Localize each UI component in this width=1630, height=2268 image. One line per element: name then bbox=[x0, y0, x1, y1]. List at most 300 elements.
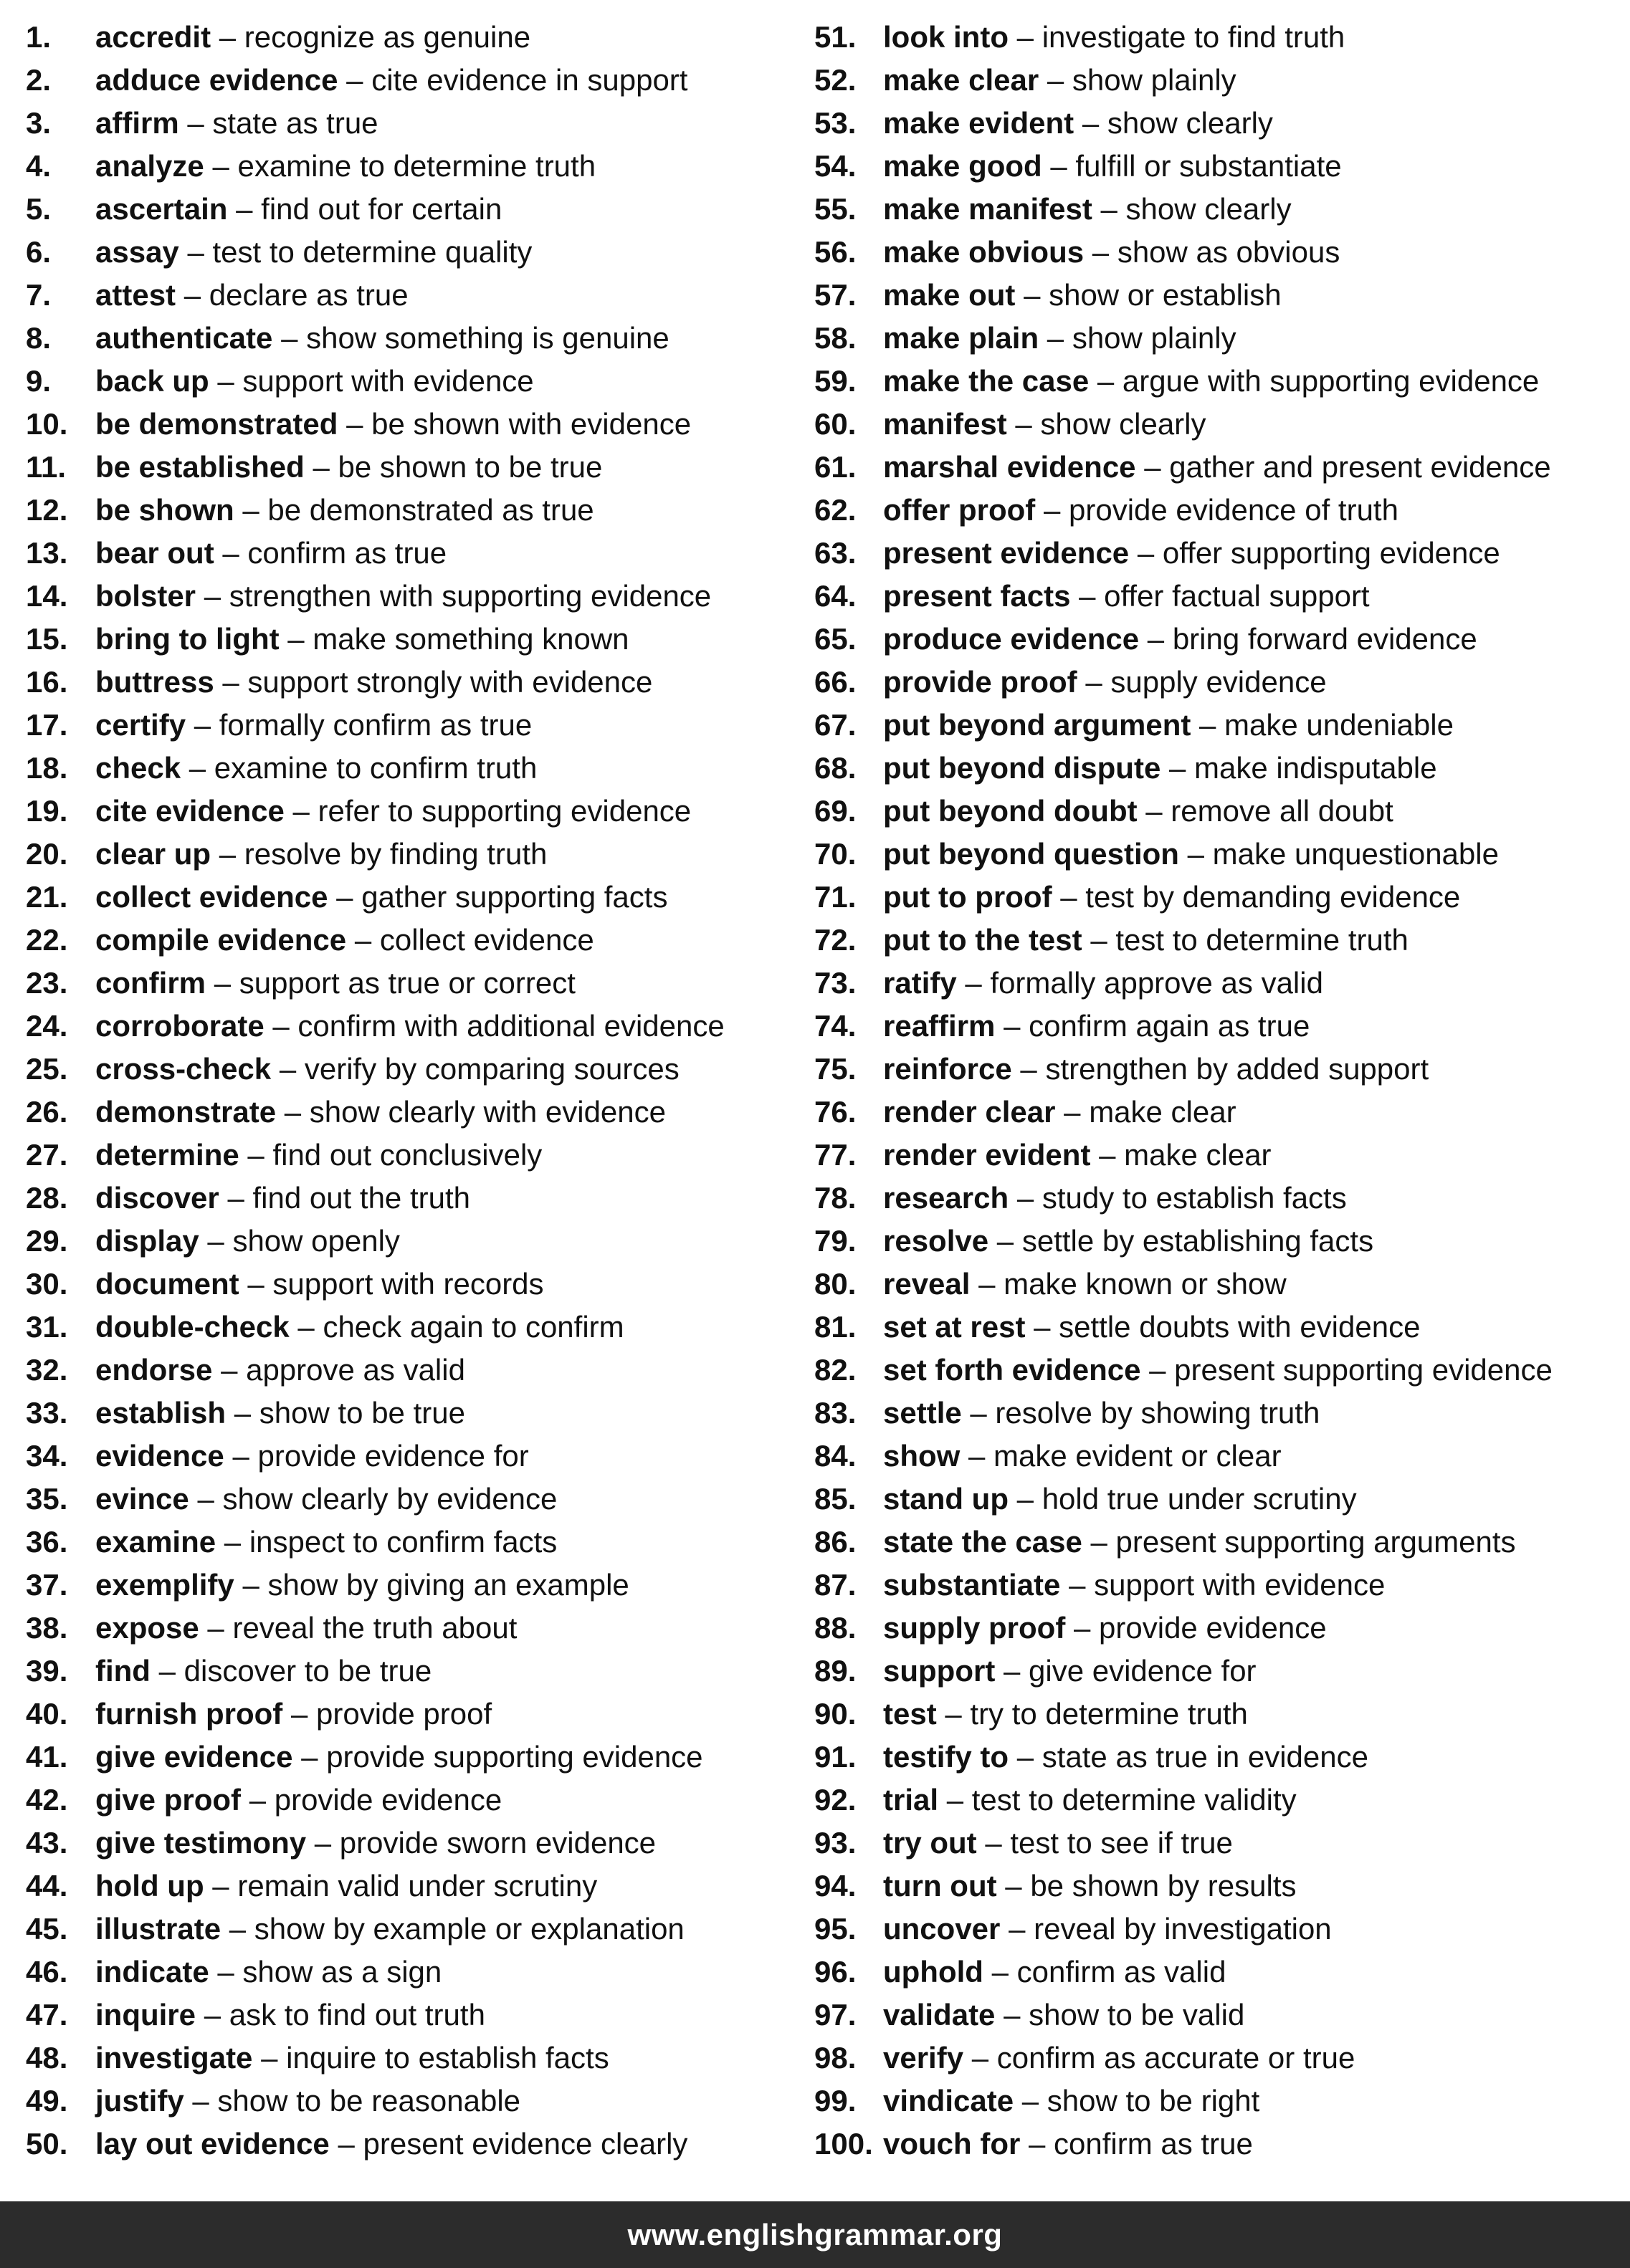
item-word: present evidence bbox=[883, 536, 1130, 570]
item-definition: make evident or clear bbox=[993, 1439, 1282, 1473]
list-item bbox=[814, 446, 1617, 489]
item-separator: – bbox=[234, 1396, 252, 1430]
item-word: exemplify bbox=[95, 1568, 234, 1602]
item-number: 84. bbox=[814, 1439, 857, 1473]
item-number: 100. bbox=[814, 2127, 873, 2161]
item-definition: remain valid under scrutiny bbox=[237, 1869, 598, 1903]
list-item bbox=[26, 1607, 807, 1650]
item-word: provide proof bbox=[883, 665, 1077, 699]
item-separator: – bbox=[1003, 1654, 1021, 1688]
item-word: support bbox=[883, 1654, 996, 1688]
item-number: 66. bbox=[814, 665, 857, 699]
item-number: 78. bbox=[814, 1181, 857, 1215]
item-number: 18. bbox=[26, 751, 68, 785]
item-separator: – bbox=[1021, 2084, 1039, 2118]
item-number: 77. bbox=[814, 1138, 857, 1172]
item-definition: show by example or explanation bbox=[254, 1912, 685, 1946]
item-definition: provide evidence of truth bbox=[1069, 493, 1398, 527]
item-number: 40. bbox=[26, 1697, 68, 1731]
item-separator: – bbox=[227, 1181, 244, 1215]
item-number: 94. bbox=[814, 1869, 857, 1903]
item-separator: – bbox=[338, 2127, 355, 2161]
item-word: uncover bbox=[883, 1912, 1001, 1946]
item-separator: – bbox=[1082, 106, 1100, 140]
item-separator: – bbox=[1020, 1052, 1037, 1086]
item-word: justify bbox=[95, 2084, 184, 2118]
item-definition: support with records bbox=[272, 1267, 544, 1301]
item-word: cite evidence bbox=[95, 794, 285, 828]
item-separator: – bbox=[221, 1353, 238, 1387]
item-word: confirm bbox=[95, 966, 206, 1000]
item-definition: test by demanding evidence bbox=[1085, 880, 1461, 914]
list-item bbox=[26, 274, 807, 317]
item-definition: test to determine validity bbox=[971, 1783, 1297, 1817]
word-list-column-right bbox=[814, 16, 1617, 2166]
item-definition: confirm as true bbox=[247, 536, 447, 570]
item-definition: present evidence clearly bbox=[363, 2127, 688, 2161]
item-word: demonstrate bbox=[95, 1095, 277, 1129]
item-word: validate bbox=[883, 1998, 996, 2032]
list-item bbox=[814, 1994, 1617, 2037]
item-number: 38. bbox=[26, 1611, 68, 1645]
item-separator: – bbox=[1009, 1912, 1026, 1946]
item-word: put beyond argument bbox=[883, 708, 1191, 742]
list-item bbox=[26, 1865, 807, 1908]
list-item bbox=[814, 1220, 1617, 1263]
item-definition: support with evidence bbox=[242, 364, 534, 398]
item-separator: – bbox=[1015, 407, 1032, 441]
item-separator: – bbox=[968, 1439, 986, 1473]
item-number: 45. bbox=[26, 1912, 68, 1946]
item-definition: settle doubts with evidence bbox=[1059, 1310, 1421, 1344]
item-word: present facts bbox=[883, 579, 1071, 613]
item-definition: bring forward evidence bbox=[1172, 622, 1477, 656]
list-item bbox=[814, 1736, 1617, 1779]
item-definition: fulfill or substantiate bbox=[1075, 149, 1342, 183]
item-word: hold up bbox=[95, 1869, 204, 1903]
item-word: authenticate bbox=[95, 321, 273, 355]
item-definition: resolve by showing truth bbox=[995, 1396, 1320, 1430]
item-number: 41. bbox=[26, 1740, 68, 1774]
list-item bbox=[814, 747, 1617, 790]
item-number: 96. bbox=[814, 1955, 857, 1989]
list-item bbox=[814, 1607, 1617, 1650]
item-definition: make known or show bbox=[1004, 1267, 1287, 1301]
item-word: inquire bbox=[95, 1998, 196, 2032]
item-word: research bbox=[883, 1181, 1009, 1215]
item-separator: – bbox=[1069, 1568, 1086, 1602]
item-separator: – bbox=[1050, 149, 1067, 183]
list-item bbox=[814, 1091, 1617, 1134]
list-item bbox=[814, 1134, 1617, 1177]
item-separator: – bbox=[194, 708, 211, 742]
list-item bbox=[26, 661, 807, 704]
item-definition: strengthen with supporting evidence bbox=[229, 579, 712, 613]
item-separator: – bbox=[229, 1912, 247, 1946]
item-definition: show to be true bbox=[259, 1396, 465, 1430]
item-separator: – bbox=[1168, 751, 1186, 785]
item-word: marshal evidence bbox=[883, 450, 1136, 484]
list-item bbox=[814, 1951, 1617, 1994]
item-number: 98. bbox=[814, 2041, 857, 2075]
item-word: buttress bbox=[95, 665, 214, 699]
item-separator: – bbox=[978, 1267, 996, 1301]
item-number: 10. bbox=[26, 407, 68, 441]
item-word: make obvious bbox=[883, 235, 1085, 269]
item-definition: be shown to be true bbox=[338, 450, 603, 484]
item-separator: – bbox=[314, 1826, 332, 1860]
list-item bbox=[26, 1091, 807, 1134]
item-definition: verify by comparing sources bbox=[304, 1052, 680, 1086]
list-item bbox=[26, 1951, 807, 1994]
item-word: turn out bbox=[883, 1869, 997, 1903]
list-item bbox=[26, 704, 807, 747]
list-item bbox=[814, 532, 1617, 575]
item-word: test bbox=[883, 1697, 937, 1731]
item-word: investigate bbox=[95, 2041, 253, 2075]
item-number: 42. bbox=[26, 1783, 68, 1817]
item-separator: – bbox=[1047, 63, 1064, 97]
item-separator: – bbox=[261, 2041, 278, 2075]
item-definition: hold true under scrutiny bbox=[1042, 1482, 1357, 1516]
item-definition: confirm with additional evidence bbox=[297, 1009, 725, 1043]
list-item bbox=[814, 2080, 1617, 2123]
list-item bbox=[814, 1693, 1617, 1736]
item-separator: – bbox=[1090, 923, 1107, 957]
item-definition: inquire to establish facts bbox=[286, 2041, 609, 2075]
item-word: supply proof bbox=[883, 1611, 1066, 1645]
item-number: 33. bbox=[26, 1396, 68, 1430]
item-word: expose bbox=[95, 1611, 199, 1645]
list-item bbox=[814, 274, 1617, 317]
item-definition: recognize as genuine bbox=[244, 20, 531, 54]
item-separator: – bbox=[1004, 1998, 1021, 2032]
list-item bbox=[814, 2037, 1617, 2080]
item-number: 75. bbox=[814, 1052, 857, 1086]
list-item bbox=[814, 1521, 1617, 1564]
list-item bbox=[26, 1908, 807, 1951]
item-number: 50. bbox=[26, 2127, 68, 2161]
item-definition: make something known bbox=[313, 622, 629, 656]
item-word: corroborate bbox=[95, 1009, 264, 1043]
item-separator: – bbox=[1090, 1525, 1107, 1559]
item-number: 79. bbox=[814, 1224, 857, 1258]
item-separator: – bbox=[189, 751, 206, 785]
item-word: resolve bbox=[883, 1224, 989, 1258]
list-item bbox=[26, 618, 807, 661]
item-separator: – bbox=[965, 966, 982, 1000]
list-item bbox=[814, 1263, 1617, 1306]
item-number: 25. bbox=[26, 1052, 68, 1086]
item-word: make clear bbox=[883, 63, 1039, 97]
item-separator: – bbox=[284, 1095, 302, 1129]
list-item bbox=[26, 790, 807, 833]
list-item bbox=[26, 1349, 807, 1392]
item-definition: test to determine truth bbox=[1115, 923, 1409, 957]
item-definition: offer factual support bbox=[1104, 579, 1370, 613]
item-separator: – bbox=[1149, 1353, 1166, 1387]
list-item bbox=[26, 1134, 807, 1177]
item-number: 49. bbox=[26, 2084, 68, 2118]
list-item bbox=[26, 575, 807, 618]
item-number: 39. bbox=[26, 1654, 68, 1688]
item-number: 48. bbox=[26, 2041, 68, 2075]
item-word: find bbox=[95, 1654, 151, 1688]
item-number: 31. bbox=[26, 1310, 68, 1344]
list-item bbox=[26, 317, 807, 360]
item-word: offer proof bbox=[883, 493, 1036, 527]
item-definition: show plainly bbox=[1072, 321, 1236, 355]
item-definition: refer to supporting evidence bbox=[318, 794, 692, 828]
item-word: reaffirm bbox=[883, 1009, 996, 1043]
item-word: make plain bbox=[883, 321, 1039, 355]
item-definition: check again to confirm bbox=[323, 1310, 624, 1344]
item-number: 30. bbox=[26, 1267, 68, 1301]
item-word: bring to light bbox=[95, 622, 280, 656]
item-number: 2. bbox=[26, 63, 52, 97]
item-definition: show to be reasonable bbox=[217, 2084, 521, 2118]
item-number: 76. bbox=[814, 1095, 857, 1129]
item-word: ratify bbox=[883, 966, 957, 1000]
item-number: 71. bbox=[814, 880, 857, 914]
item-separator: – bbox=[249, 1783, 267, 1817]
item-word: double-check bbox=[95, 1310, 290, 1344]
item-number: 15. bbox=[26, 622, 68, 656]
item-word: analyze bbox=[95, 149, 204, 183]
item-number: 37. bbox=[26, 1568, 68, 1602]
item-separator: – bbox=[1016, 1181, 1034, 1215]
item-definition: show by giving an example bbox=[267, 1568, 629, 1602]
item-definition: supply evidence bbox=[1110, 665, 1327, 699]
item-definition: present supporting arguments bbox=[1115, 1525, 1516, 1559]
item-separator: – bbox=[1047, 321, 1064, 355]
item-separator: – bbox=[945, 1697, 962, 1731]
item-word: state the case bbox=[883, 1525, 1082, 1559]
item-word: check bbox=[95, 751, 181, 785]
item-word: indicate bbox=[95, 1955, 209, 1989]
footer-bar bbox=[0, 2201, 1630, 2268]
item-word: certify bbox=[95, 708, 186, 742]
item-word: try out bbox=[883, 1826, 977, 1860]
item-definition: state as true in evidence bbox=[1042, 1740, 1368, 1774]
list-item bbox=[814, 1349, 1617, 1392]
item-number: 36. bbox=[26, 1525, 68, 1559]
list-item bbox=[26, 1650, 807, 1693]
item-number: 54. bbox=[814, 149, 857, 183]
item-word: render evident bbox=[883, 1138, 1091, 1172]
item-word: show bbox=[883, 1439, 961, 1473]
item-word: document bbox=[95, 1267, 239, 1301]
item-number: 70. bbox=[814, 837, 857, 871]
item-word: assay bbox=[95, 235, 179, 269]
item-separator: – bbox=[346, 407, 363, 441]
item-definition: inspect to confirm facts bbox=[249, 1525, 558, 1559]
list-item bbox=[26, 1779, 807, 1822]
item-number: 56. bbox=[814, 235, 857, 269]
item-separator: – bbox=[1099, 1138, 1116, 1172]
list-item bbox=[814, 1779, 1617, 1822]
item-separator: – bbox=[292, 794, 310, 828]
item-word: give evidence bbox=[95, 1740, 293, 1774]
list-item bbox=[26, 16, 807, 59]
item-word: give proof bbox=[95, 1783, 242, 1817]
item-word: furnish proof bbox=[95, 1697, 283, 1731]
item-separator: – bbox=[217, 1955, 234, 1989]
item-word: look into bbox=[883, 20, 1009, 54]
item-separator: – bbox=[290, 1697, 308, 1731]
list-item bbox=[26, 102, 807, 145]
item-number: 58. bbox=[814, 321, 857, 355]
list-item bbox=[814, 1435, 1617, 1478]
item-word: back up bbox=[95, 364, 209, 398]
item-definition: make indisputable bbox=[1194, 751, 1437, 785]
item-word: verify bbox=[883, 2041, 964, 2075]
item-separator: – bbox=[242, 1568, 259, 1602]
item-number: 64. bbox=[814, 579, 857, 613]
list-item bbox=[26, 1521, 807, 1564]
item-definition: give evidence for bbox=[1029, 1654, 1257, 1688]
item-separator: – bbox=[1064, 1095, 1081, 1129]
list-item bbox=[26, 1435, 807, 1478]
item-word: endorse bbox=[95, 1353, 213, 1387]
item-number: 67. bbox=[814, 708, 857, 742]
item-word: discover bbox=[95, 1181, 219, 1215]
item-number: 16. bbox=[26, 665, 68, 699]
item-number: 13. bbox=[26, 536, 68, 570]
item-number: 82. bbox=[814, 1353, 857, 1387]
item-separator: – bbox=[287, 622, 305, 656]
item-word: compile evidence bbox=[95, 923, 347, 957]
item-number: 72. bbox=[814, 923, 857, 957]
item-definition: confirm as true bbox=[1054, 2127, 1253, 2161]
item-definition: show to be right bbox=[1047, 2084, 1260, 2118]
item-separator: – bbox=[184, 278, 201, 312]
list-item bbox=[26, 1736, 807, 1779]
item-separator: – bbox=[1016, 1740, 1034, 1774]
item-definition: test to see if true bbox=[1010, 1826, 1233, 1860]
list-item bbox=[26, 145, 807, 188]
item-number: 27. bbox=[26, 1138, 68, 1172]
item-number: 24. bbox=[26, 1009, 68, 1043]
item-number: 28. bbox=[26, 1181, 68, 1215]
item-word: stand up bbox=[883, 1482, 1009, 1516]
list-item bbox=[26, 1822, 807, 1865]
list-item bbox=[26, 1263, 807, 1306]
item-number: 57. bbox=[814, 278, 857, 312]
item-separator: – bbox=[1100, 192, 1117, 226]
item-number: 46. bbox=[26, 1955, 68, 1989]
item-word: reveal bbox=[883, 1267, 971, 1301]
list-item bbox=[814, 919, 1617, 962]
item-number: 88. bbox=[814, 1611, 857, 1645]
item-separator: – bbox=[971, 2041, 989, 2075]
item-separator: – bbox=[222, 536, 239, 570]
item-separator: – bbox=[1079, 579, 1096, 613]
item-definition: show clearly bbox=[1125, 192, 1292, 226]
list-item bbox=[814, 188, 1617, 231]
word-list-column-left bbox=[26, 16, 807, 2166]
list-item bbox=[26, 1392, 807, 1435]
list-item bbox=[814, 618, 1617, 661]
list-item bbox=[814, 2123, 1617, 2166]
item-definition: offer supporting evidence bbox=[1162, 536, 1500, 570]
list-item bbox=[26, 188, 807, 231]
item-definition: find out the truth bbox=[252, 1181, 471, 1215]
item-word: put beyond doubt bbox=[883, 794, 1138, 828]
item-word: produce evidence bbox=[883, 622, 1140, 656]
item-word: put to the test bbox=[883, 923, 1082, 957]
item-number: 60. bbox=[814, 407, 857, 441]
item-separator: – bbox=[1187, 837, 1204, 871]
item-separator: – bbox=[192, 2084, 209, 2118]
item-number: 43. bbox=[26, 1826, 68, 1860]
list-item bbox=[814, 962, 1617, 1005]
item-definition: show as obvious bbox=[1117, 235, 1340, 269]
item-number: 87. bbox=[814, 1568, 857, 1602]
item-number: 3. bbox=[26, 106, 52, 140]
item-definition: gather and present evidence bbox=[1169, 450, 1551, 484]
item-number: 61. bbox=[814, 450, 857, 484]
item-definition: declare as true bbox=[209, 278, 409, 312]
item-number: 47. bbox=[26, 1998, 68, 2032]
item-number: 7. bbox=[26, 278, 52, 312]
item-separator: – bbox=[1034, 1310, 1051, 1344]
item-number: 55. bbox=[814, 192, 857, 226]
item-word: ascertain bbox=[95, 192, 228, 226]
item-definition: make clear bbox=[1124, 1138, 1272, 1172]
item-definition: provide evidence bbox=[274, 1783, 502, 1817]
item-separator: – bbox=[242, 493, 259, 527]
item-word: evidence bbox=[95, 1439, 224, 1473]
list-item bbox=[814, 231, 1617, 274]
list-item bbox=[26, 1693, 807, 1736]
item-definition: cite evidence in support bbox=[371, 63, 688, 97]
item-word: lay out evidence bbox=[95, 2127, 330, 2161]
list-item bbox=[814, 360, 1617, 403]
item-separator: – bbox=[281, 321, 298, 355]
item-definition: confirm again as true bbox=[1029, 1009, 1310, 1043]
list-item bbox=[814, 1564, 1617, 1607]
item-number: 74. bbox=[814, 1009, 857, 1043]
item-definition: find out for certain bbox=[261, 192, 502, 226]
item-word: attest bbox=[95, 278, 176, 312]
list-item bbox=[26, 403, 807, 446]
item-separator: – bbox=[946, 1783, 964, 1817]
item-separator: – bbox=[1092, 235, 1110, 269]
item-separator: – bbox=[212, 1869, 229, 1903]
item-definition: state as true bbox=[212, 106, 378, 140]
item-word: testify to bbox=[883, 1740, 1009, 1774]
item-separator: – bbox=[1145, 794, 1163, 828]
item-word: accredit bbox=[95, 20, 211, 54]
item-separator: – bbox=[207, 1611, 224, 1645]
item-separator: – bbox=[1029, 2127, 1046, 2161]
item-word: determine bbox=[95, 1138, 239, 1172]
item-separator: – bbox=[204, 1998, 221, 2032]
item-number: 17. bbox=[26, 708, 68, 742]
list-item bbox=[814, 575, 1617, 618]
item-word: illustrate bbox=[95, 1912, 221, 1946]
list-item bbox=[26, 2123, 807, 2166]
item-word: vindicate bbox=[883, 2084, 1014, 2118]
footer-website: www.englishgrammar.org bbox=[627, 2217, 1003, 2252]
item-word: put beyond question bbox=[883, 837, 1179, 871]
item-separator: – bbox=[354, 923, 372, 957]
item-word: uphold bbox=[883, 1955, 983, 1989]
item-separator: – bbox=[204, 579, 221, 613]
item-definition: show clearly bbox=[1107, 106, 1273, 140]
item-number: 89. bbox=[814, 1654, 857, 1688]
